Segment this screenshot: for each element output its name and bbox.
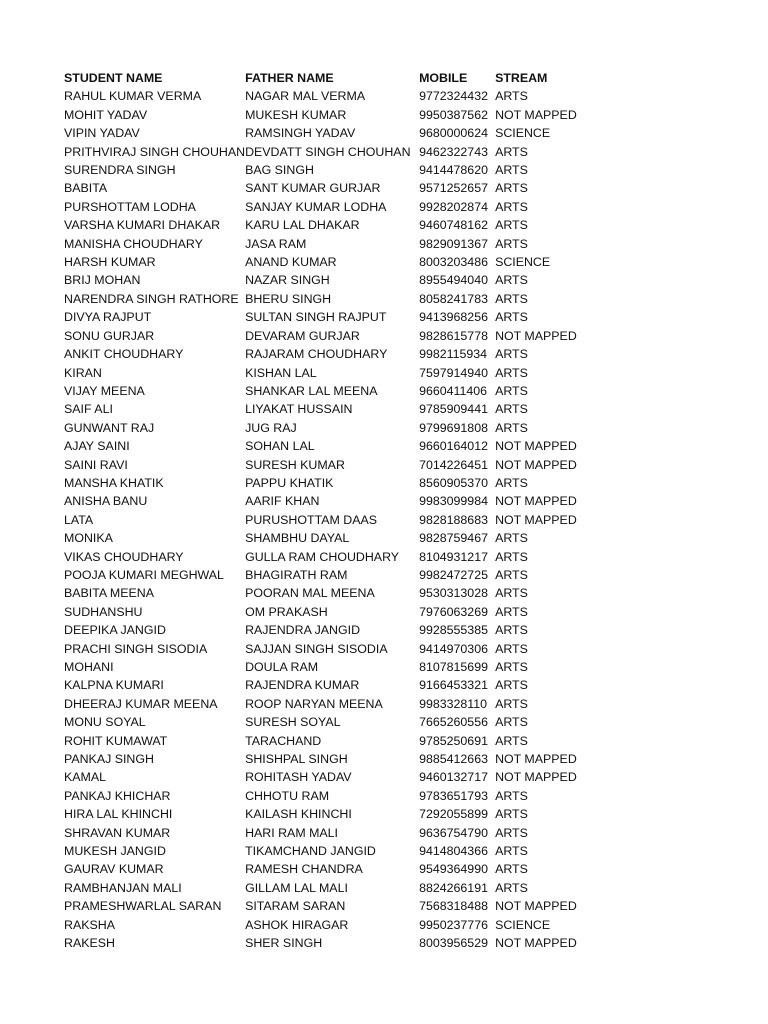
cell-father-name: SAJJAN SINGH SISODIA [245,641,388,656]
table-row [64,216,605,234]
cell-stream: ARTS [495,678,528,693]
cell-mobile: 9829091367 [419,236,488,251]
table-row [64,824,605,842]
cell-stream: NOT MAPPED [495,752,577,767]
cell-student-name: ANISHA BANU [64,494,148,509]
cell-father-name: JASA RAM [245,236,307,251]
cell-stream: ARTS [495,402,528,417]
cell-father-name: SULTAN SINGH RAJPUT [245,310,387,325]
cell-stream: ARTS [495,880,528,895]
cell-father-name: LIYAKAT HUSSAIN [245,402,353,417]
cell-father-name: GULLA RAM CHOUDHARY [245,549,400,564]
table-row [64,750,605,768]
table-row [64,658,605,676]
cell-father-name: SHISHPAL SINGH [245,752,348,767]
cell-stream: ARTS [495,660,528,674]
cell-mobile: 7665260556 [419,715,488,730]
cell-father-name: KISHAN LAL [245,365,317,380]
cell-stream: ARTS [495,623,528,638]
table-row [64,842,605,860]
table-row [64,860,605,878]
cell-father-name: DEVDATT SINGH CHOUHAN [245,144,411,159]
cell-mobile: 8955494040 [419,273,488,288]
cell-father-name: KAILASH KHINCHI [245,807,352,822]
cell-stream: ARTS [495,310,528,325]
cell-student-name: KALPNA KUMARI [64,678,164,693]
cell-mobile: 8003203486 [419,255,488,270]
cell-student-name: PRAMESHWARLAL SARAN [64,899,222,914]
cell-student-name: KAMAL [64,770,107,785]
table-row [64,492,605,510]
table-row [64,529,605,547]
cell-father-name: SANT KUMAR GURJAR [245,181,381,196]
cell-mobile: 9549364990 [419,862,488,877]
cell-mobile: 9885412663 [419,752,488,767]
table-row [64,713,605,731]
cell-father-name: MUKESH KUMAR [245,107,347,122]
cell-student-name: MUKESH JANGID [64,844,166,859]
cell-father-name: DEVARAM GURJAR [245,328,360,343]
cell-student-name: MONU SOYAL [64,715,146,730]
cell-father-name: SHER SINGH [245,936,323,951]
header-stream: STREAM [495,71,548,85]
cell-student-name: SAINI RAVI [64,457,128,472]
table-header [64,69,605,87]
cell-father-name: ROOP NARYAN MEENA [245,696,383,711]
table-row [64,621,605,639]
cell-stream: ARTS [495,89,528,104]
cell-stream: ARTS [495,807,528,822]
cell-student-name: RAKSHA [64,917,115,932]
cell-stream: ARTS [495,347,528,362]
cell-mobile: 9928202874 [419,199,488,214]
cell-student-name: RAHUL KUMAR VERMA [64,89,202,104]
table-row [64,474,605,492]
cell-father-name: AARIF KHAN [245,494,320,509]
table-row [64,805,605,823]
table-row [64,456,605,474]
cell-stream: SCIENCE [495,917,551,932]
cell-mobile: 8560905370 [419,475,488,490]
cell-student-name: MONIKA [64,531,113,546]
cell-student-name: PANKAJ SINGH [64,752,154,767]
cell-stream: NOT MAPPED [495,107,577,122]
table-row [64,106,605,124]
student-table [64,69,605,953]
cell-mobile: 9783651793 [419,788,488,803]
table-row [64,897,605,915]
cell-stream: NOT MAPPED [495,770,577,785]
table-row [64,787,605,805]
cell-student-name: AJAY SAINI [64,439,130,454]
table-row [64,198,605,216]
cell-student-name: DEEPIKA JANGID [64,623,166,638]
cell-mobile: 9414478620 [419,163,488,178]
cell-student-name: VIKAS CHOUDHARY [64,549,184,564]
cell-stream: ARTS [495,365,528,380]
cell-mobile: 8824266191 [419,880,488,895]
cell-stream: ARTS [495,696,528,711]
cell-mobile: 9928555385 [419,623,488,638]
table-row [64,640,605,658]
cell-student-name: MOHIT YADAV [64,107,148,122]
cell-mobile: 7292055899 [419,807,488,822]
header-mobile: MOBILE [419,71,468,85]
cell-student-name: SAIF ALI [64,402,113,417]
table-row [64,400,605,418]
cell-mobile: 9462322743 [419,144,488,159]
header-student-name: STUDENT NAME [64,71,163,85]
cell-student-name: DHEERAJ KUMAR MEENA [64,696,218,711]
cell-mobile: 9950387562 [419,107,488,122]
cell-stream: ARTS [495,531,528,546]
cell-mobile: 9982115934 [419,347,488,362]
cell-mobile: 9460748162 [419,218,488,233]
cell-student-name: VIJAY MEENA [64,383,145,398]
table-row [64,161,605,179]
cell-student-name: GAURAV KUMAR [64,862,164,877]
cell-student-name: ROHIT KUMAWAT [64,733,168,748]
cell-mobile: 9785909441 [419,402,488,417]
cell-mobile: 9772324432 [419,89,488,104]
cell-mobile: 9660164012 [419,439,488,454]
table-row [64,768,605,786]
header-row [64,69,605,87]
cell-mobile: 7597914940 [419,365,488,380]
cell-student-name: VIPIN YADAV [64,126,140,141]
cell-mobile: 7014226451 [419,457,488,472]
cell-student-name: HARSH KUMAR [64,255,156,270]
cell-student-name: ANKIT CHOUDHARY [64,347,184,362]
cell-father-name: RAMESH CHANDRA [245,862,363,877]
cell-student-name: SHRAVAN KUMAR [64,825,171,840]
cell-stream: ARTS [495,586,528,601]
cell-student-name: BRIJ MOHAN [64,273,141,288]
cell-mobile: 9660411406 [419,383,488,398]
cell-father-name: SURESH SOYAL [245,715,341,730]
cell-student-name: BABITA MEENA [64,586,154,601]
cell-stream: SCIENCE [495,126,551,141]
cell-father-name: PAPPU KHATIK [245,475,334,490]
table-row [64,548,605,566]
cell-student-name: PRITHVIRAJ SINGH CHOUHAN [64,144,246,159]
cell-stream: NOT MAPPED [495,457,577,472]
cell-father-name: POORAN MAL MEENA [245,586,375,601]
table-row [64,143,605,161]
cell-father-name: ROHITASH YADAV [245,770,352,785]
cell-stream: NOT MAPPED [495,899,577,914]
table-row [64,308,605,326]
cell-stream: ARTS [495,181,528,196]
cell-father-name: RAJENDRA JANGID [245,623,361,638]
cell-student-name: POOJA KUMARI MEGHWAL [64,567,224,582]
cell-stream: ARTS [495,733,528,748]
cell-mobile: 9785250691 [419,733,488,748]
cell-stream: ARTS [495,199,528,214]
cell-stream: ARTS [495,163,528,178]
cell-stream: SCIENCE [495,255,551,270]
cell-student-name: PANKAJ KHICHAR [64,788,171,803]
cell-father-name: SHAMBHU DAYAL [245,531,350,546]
cell-student-name: NARENDRA SINGH RATHORE [64,291,239,306]
table-row [64,676,605,694]
table-row [64,253,605,271]
cell-stream: ARTS [495,862,528,877]
cell-father-name: NAZAR SINGH [245,273,330,288]
cell-stream: NOT MAPPED [495,328,577,343]
table-row [64,327,605,345]
cell-stream: ARTS [495,475,528,490]
cell-stream: ARTS [495,788,528,803]
cell-mobile: 8107815699 [419,660,488,674]
table-row [64,179,605,197]
cell-student-name: DIVYA RAJPUT [64,310,152,325]
cell-father-name: HARI RAM MALI [245,825,339,840]
cell-mobile: 9828759467 [419,531,488,546]
cell-father-name: PURUSHOTTAM DAAS [245,512,378,527]
table-row [64,87,605,105]
table-row [64,732,605,750]
table-row [64,934,605,952]
table-row [64,437,605,455]
table-body [64,87,605,952]
cell-father-name: NAGAR MAL VERMA [245,89,366,104]
cell-stream: ARTS [495,641,528,656]
cell-father-name: DOULA RAM [245,660,319,674]
cell-stream: ARTS [495,567,528,582]
cell-mobile: 9983099984 [419,494,488,509]
cell-stream: ARTS [495,825,528,840]
cell-stream: ARTS [495,604,528,619]
table-row [64,124,605,142]
cell-mobile: 9530313028 [419,586,488,601]
table-row [64,695,605,713]
cell-mobile: 8003956529 [419,936,488,951]
cell-mobile: 8104931217 [419,549,488,564]
cell-father-name: CHHOTU RAM [245,788,330,803]
table-row [64,603,605,621]
table-row [64,364,605,382]
cell-mobile: 9680000624 [419,126,488,141]
cell-mobile: 9166453321 [419,678,488,693]
cell-father-name: TIKAMCHAND JANGID [245,844,376,859]
cell-father-name: RAMSINGH YADAV [245,126,356,141]
cell-stream: ARTS [495,420,528,435]
cell-mobile: 9414970306 [419,641,488,656]
cell-student-name: GUNWANT RAJ [64,420,155,435]
cell-father-name: RAJARAM CHOUDHARY [245,347,388,362]
cell-father-name: SURESH KUMAR [245,457,345,472]
cell-mobile: 9571252657 [419,181,488,196]
cell-student-name: HIRA LAL KHINCHI [64,807,173,822]
table-row [64,916,605,934]
cell-mobile: 9460132717 [419,770,488,785]
table-row [64,290,605,308]
table-row [64,511,605,529]
table-row [64,419,605,437]
cell-father-name: ANAND KUMAR [245,255,337,270]
table-row [64,584,605,602]
cell-student-name: MOHANI [64,660,114,674]
cell-stream: ARTS [495,549,528,564]
table-row [64,271,605,289]
table-row [64,382,605,400]
cell-student-name: VARSHA KUMARI DHAKAR [64,218,221,233]
cell-student-name: LATA [64,512,94,527]
student-list-sheet [64,69,684,953]
cell-father-name: OM PRAKASH [245,604,328,619]
cell-stream: ARTS [495,273,528,288]
cell-mobile: 9950237776 [419,917,488,932]
cell-father-name: BAG SINGH [245,163,314,178]
cell-student-name: PRACHI SINGH SISODIA [64,641,208,656]
cell-student-name: SURENDRA SINGH [64,163,176,178]
cell-mobile: 8058241783 [419,291,488,306]
cell-mobile: 9983328110 [419,696,488,711]
cell-mobile: 9636754790 [419,825,488,840]
table-row [64,235,605,253]
header-father-name: FATHER NAME [245,71,334,85]
cell-stream: ARTS [495,236,528,251]
cell-student-name: SUDHANSHU [64,604,143,619]
cell-father-name: SHANKAR LAL MEENA [245,383,378,398]
cell-father-name: ASHOK HIRAGAR [245,917,349,932]
cell-father-name: KARU LAL DHAKAR [245,218,360,233]
cell-father-name: JUG RAJ [245,420,297,435]
cell-stream: ARTS [495,144,528,159]
cell-student-name: PURSHOTTAM LODHA [64,199,196,214]
cell-stream: ARTS [495,715,528,730]
cell-father-name: RAJENDRA KUMAR [245,678,360,693]
table-row [64,879,605,897]
cell-father-name: BHERU SINGH [245,291,332,306]
cell-mobile: 7976063269 [419,604,488,619]
cell-student-name: MANSHA KHATIK [64,475,164,490]
cell-father-name: SOHAN LAL [245,439,315,454]
cell-stream: NOT MAPPED [495,439,577,454]
cell-mobile: 9414804366 [419,844,488,859]
cell-stream: NOT MAPPED [495,512,577,527]
cell-stream: ARTS [495,291,528,306]
cell-mobile: 9828188683 [419,512,488,527]
cell-student-name: SONU GURJAR [64,328,155,343]
cell-stream: NOT MAPPED [495,936,577,951]
cell-mobile: 9982472725 [419,567,488,582]
cell-father-name: BHAGIRATH RAM [245,567,348,582]
cell-father-name: GILLAM LAL MALI [245,880,348,895]
cell-stream: ARTS [495,844,528,859]
table-row [64,566,605,584]
table-row [64,345,605,363]
cell-stream: ARTS [495,383,528,398]
cell-father-name: TARACHAND [245,733,322,748]
cell-student-name: RAKESH [64,936,115,951]
cell-mobile: 9413968256 [419,310,488,325]
cell-stream: NOT MAPPED [495,494,577,509]
cell-mobile: 9828615778 [419,328,488,343]
cell-student-name: MANISHA CHOUDHARY [64,236,203,251]
cell-student-name: BABITA [64,181,108,196]
cell-student-name: KIRAN [64,365,102,380]
cell-father-name: SITARAM SARAN [245,899,346,914]
cell-stream: ARTS [495,218,528,233]
cell-mobile: 7568318488 [419,899,488,914]
cell-mobile: 9799691808 [419,420,488,435]
cell-father-name: SANJAY KUMAR LODHA [245,199,387,214]
cell-student-name: RAMBHANJAN MALI [64,880,182,895]
